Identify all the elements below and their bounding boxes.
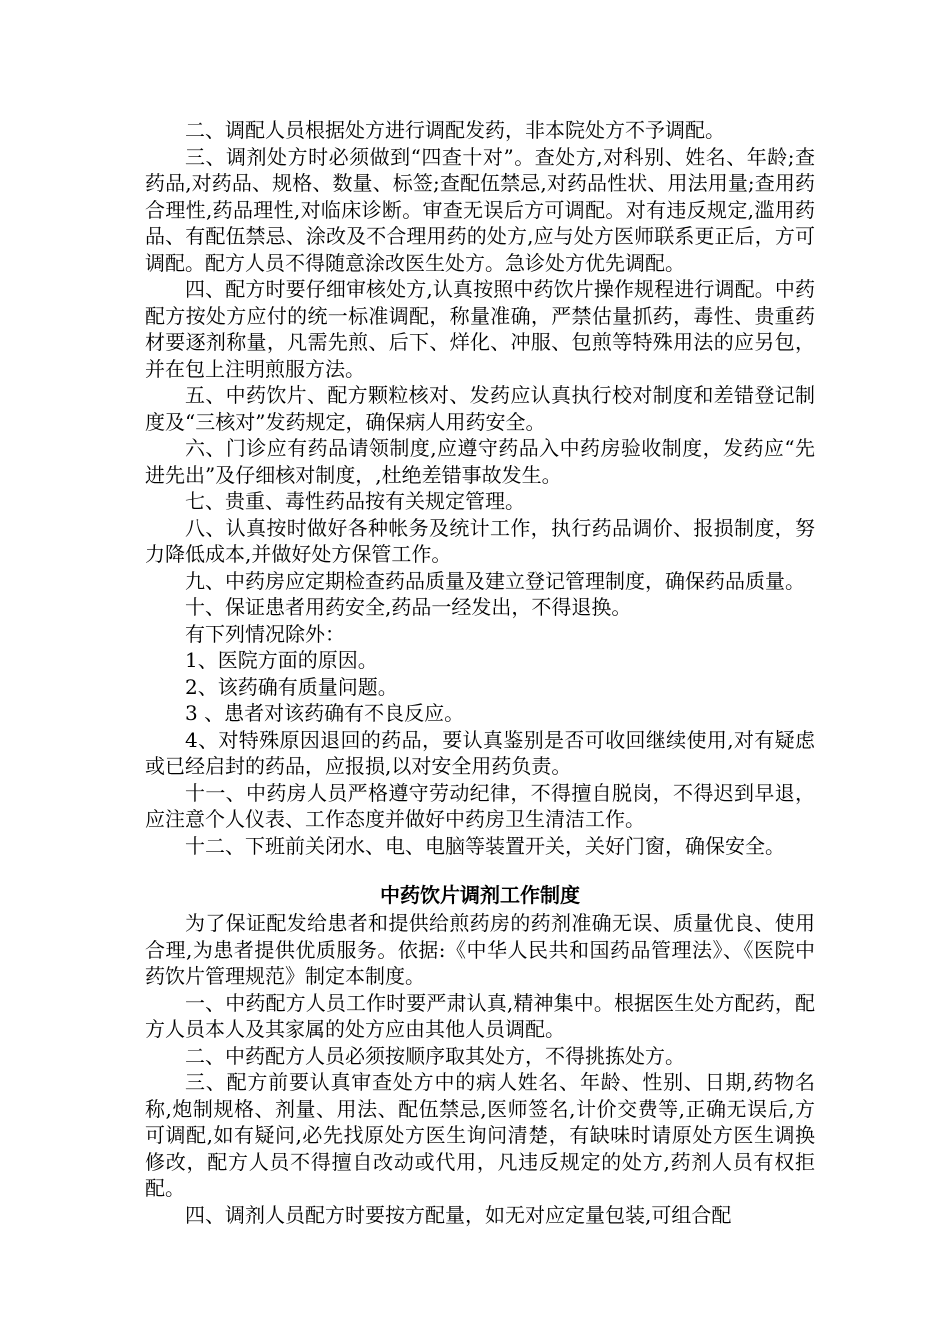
paragraph: 三、调剂处方时必须做到“四查十对”。查处方,对科别、姓名、年龄;查药品,对药品、规格、数量、标签;查配伍禁忌,对药品性状、用法用量;查用药合理性,药品理性,对临床诊断。审查无误后方可调配。对有违反规定,滥用药品、有配伍禁忌、涂改及不合理用药的处方,应与处方医师联系更正后，方可调配。配方人员不得随意涂改医生处方。急诊处方优先调配。 <box>145 144 815 275</box>
paragraph: 四、调剂人员配方时要按方配量，如无对应定量包装,可组合配 <box>185 1202 732 1227</box>
section-decoction-rules <box>145 910 815 1228</box>
paragraph: 一、中药配方人员工作时要严肃认真,精神集中。根据医生处方配药，配方人员本人及其家属的处方应由其他人员调配。 <box>145 990 815 1041</box>
paragraph: 3 、患者对该药确有不良反应。 <box>185 701 465 725</box>
paragraph: 有下列情况除外： <box>185 621 345 646</box>
paragraph: 十一、中药房人员严格遵守劳动纪律，不得擅自脱岗，不得迟到早退，应注意个人仪表、工作态度并做好中药房卫生清洁工作。 <box>145 780 815 831</box>
document-page <box>145 117 815 1228</box>
paragraph: 九、中药房应定期检查药品质量及建立登记管理制度，确保药品质量。 <box>185 568 805 593</box>
section-title: 中药饮片调剂工作制度 <box>380 883 580 907</box>
paragraph: 四、配方时要仔细审核处方,认真按照中药饮片操作规程进行调配。中药配方按处方应付的统一标准调配，称量准确，严禁估量抓药，毒性、贵重药材要逐剂称量，凡需先煎、后下、烊化、冲服、包煎等特殊用法的应另包，并在包上注明煎服方法。 <box>145 277 815 381</box>
paragraph: 八、认真按时做好各种帐务及统计工作，执行药品调价、报损制度，努力降低成本,并做好处方保管工作。 <box>145 515 815 566</box>
section-dispensing-rules <box>145 117 815 859</box>
paragraph: 1、医院方面的原因。 <box>185 648 378 672</box>
paragraph: 为了保证配发给患者和提供给煎药房的药剂准确无误、质量优良、使用合理,为患者提供优质服务。依据:《中华人民共和国药品管理法》、《医院中药饮片管理规范》制定本制度。 <box>145 911 815 988</box>
paragraph: 二、调配人员根据处方进行调配发药，非本院处方不予调配。 <box>185 118 725 142</box>
paragraph: 十二、下班前关闭水、电、电脑等装置开关，关好门窗，确保安全。 <box>185 833 785 858</box>
paragraph: 五、中药饮片、配方颗粒核对、发药应认真执行校对制度和差错登记制度及“三核对”发药规定，确保病人用药安全。 <box>145 383 815 434</box>
paragraph: 2、该药确有质量问题。 <box>185 674 398 699</box>
paragraph: 六、门诊应有药品请领制度,应遵守药品入中药房验收制度，发药应“先进先出”及仔细核对制度，,杜绝差错事故发生。 <box>145 436 815 487</box>
paragraph: 十、保证患者用药安全,药品一经发出，不得退换。 <box>185 595 632 619</box>
paragraph: 三、配方前要认真审查处方中的病人姓名、年龄、性别、日期,药物名称,炮制规格、剂量、用法、配伍禁忌,医师签名,计价交费等,正确无误后,方可调配,如有疑问,必先找原处方医生询问清楚，有缺味时请原处方医生调换修改，配方人员不得擅自改动或代用，凡违反规定的处方,药剂人员有权拒配。 <box>145 1070 815 1200</box>
paragraph: 二、中药配方人员必须按顺序取其处方，不得挑拣处方。 <box>185 1043 685 1068</box>
paragraph: 七、贵重、毒性药品按有关规定管理。 <box>185 489 525 513</box>
paragraph: 4、对特殊原因退回的药品，要认真鉴别是否可收回继续使用,对有疑虑或已经启封的药品，应报损,以对安全用药负责。 <box>145 727 815 778</box>
